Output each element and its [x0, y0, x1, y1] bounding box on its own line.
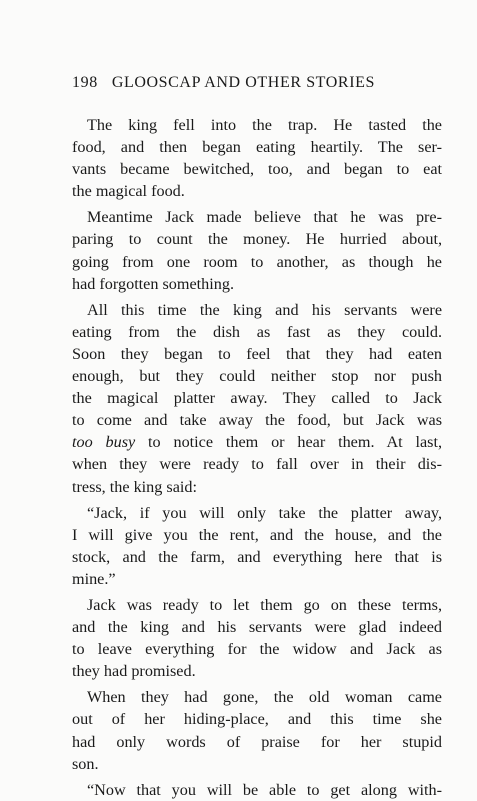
- text-line: had forgotten something.: [72, 274, 235, 293]
- paragraph: [72, 114, 442, 202]
- running-head: [72, 74, 442, 92]
- body-text: [72, 114, 442, 801]
- text-line: the magical food.: [72, 182, 185, 201]
- text-line: When they had gone, the old woman came: [87, 688, 442, 707]
- text-line: enough, but they could neither stop nor push: [72, 367, 442, 386]
- text-line: and the king and his servants were glad indeed: [72, 618, 442, 637]
- text-line: to come and take away the food, but Jack was: [72, 411, 442, 430]
- text-line: The king fell into the trap. He tasted the: [87, 116, 442, 134]
- paragraph: [72, 502, 442, 590]
- text-line: going from one room to another, as though he: [72, 252, 442, 271]
- paragraph: [72, 206, 442, 294]
- text-line: out of her hiding-place, and this time she: [72, 710, 442, 729]
- text-line: [72, 431, 442, 453]
- text-line: paring to count the money. He hurried about,: [72, 230, 442, 249]
- paragraph: [72, 779, 442, 801]
- paragraph: [72, 594, 442, 682]
- text-line: they had promised.: [72, 662, 196, 681]
- text-line: had only words of praise for her stupid: [72, 732, 442, 751]
- emphasis-text: too busy: [72, 433, 136, 452]
- text-line: Soon they began to feel that they had eaten: [72, 344, 442, 363]
- text-line: “Jack, if you will only take the platter away,: [87, 503, 442, 522]
- text-line: Jack was ready to let them go on these terms,: [87, 595, 442, 614]
- paragraph: [72, 686, 442, 774]
- text-line: the magical platter away. They called to Jack: [72, 389, 442, 408]
- text-line: I will give you the rent, and the house, and the: [72, 525, 442, 544]
- page-number: 198: [72, 74, 98, 91]
- text-line: son.: [72, 754, 99, 773]
- text-line: All this time the king and his servants were: [87, 300, 442, 319]
- text-line: mine.”: [72, 569, 116, 588]
- running-title: GLOOSCAP AND OTHER STORIES: [111, 74, 375, 91]
- text-line: vants became bewitched, too, and began to eat: [72, 160, 442, 179]
- paragraph: [72, 299, 442, 498]
- text-line: when they were ready to fall over in their dis-: [72, 455, 442, 474]
- text-line: tress, the king said:: [72, 477, 197, 496]
- text-line: “Now that you will be able to get along with-: [87, 780, 442, 799]
- text-line: food, and then began eating heartily. The ser-: [72, 138, 442, 157]
- text-line: eating from the dish as fast as they could.: [72, 322, 442, 341]
- text-line: Meantime Jack made believe that he was pre-: [87, 208, 442, 227]
- text-fragment: to notice them or hear them. At last,: [135, 433, 442, 452]
- text-line: to leave everything for the widow and Jack as: [72, 640, 442, 659]
- text-line: stock, and the farm, and everything here that is: [72, 547, 442, 566]
